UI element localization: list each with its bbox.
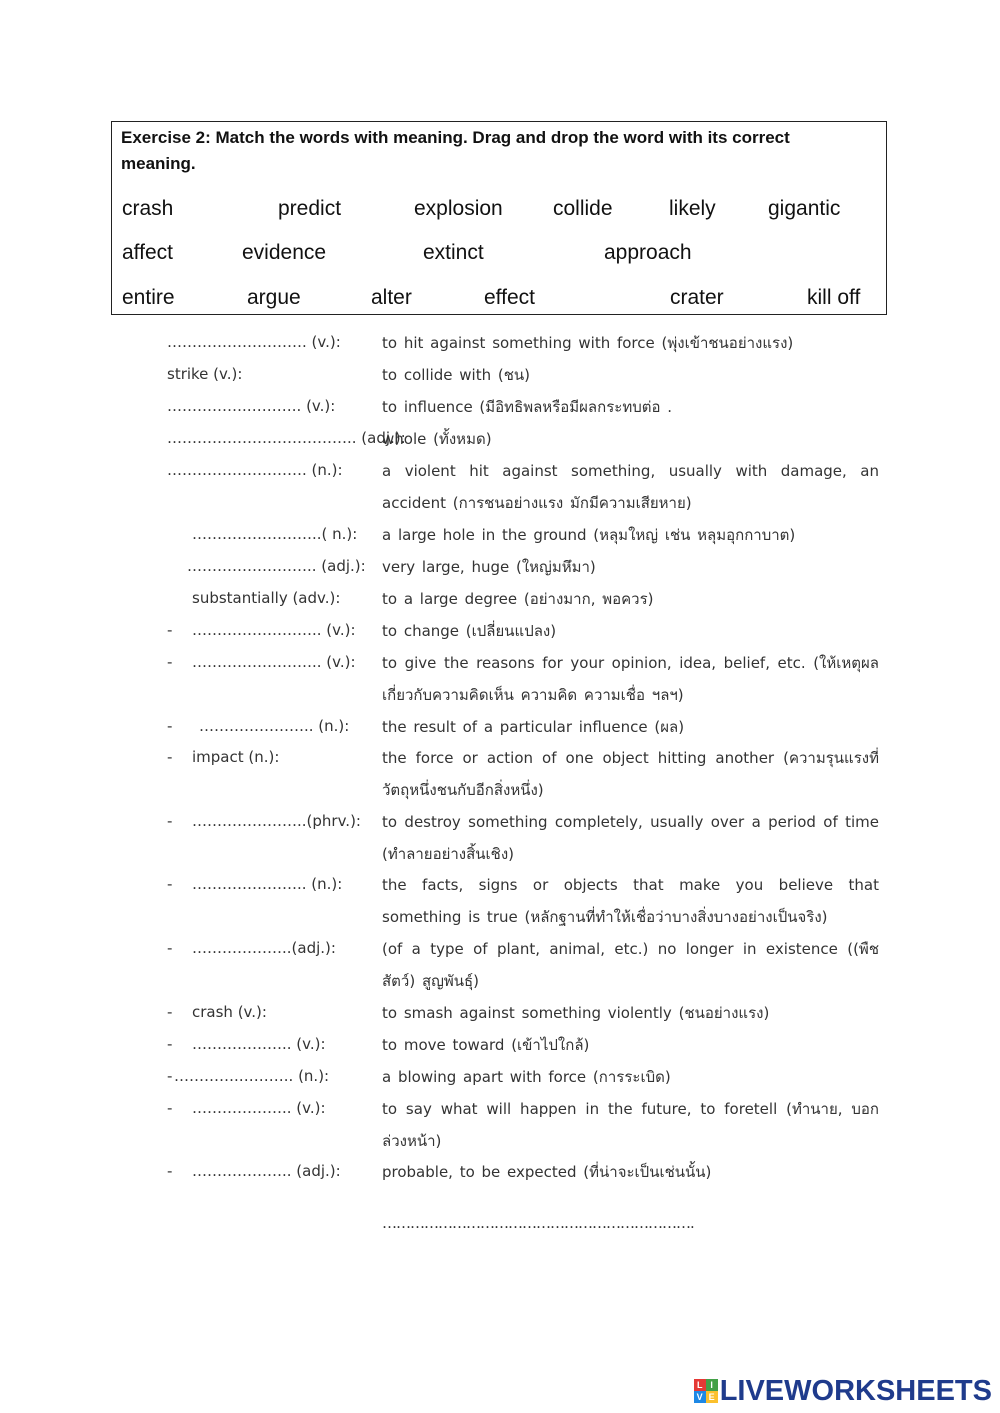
- definition-row: [0, 1061, 1000, 1091]
- brand-mark-icon: [694, 1379, 718, 1403]
- row-definition: the result of a particular influence (ผล): [382, 718, 685, 736]
- definition-row: [0, 327, 1000, 357]
- row-term: strike (v.):: [167, 365, 243, 383]
- drop-target[interactable]: ……………….. (v.):: [192, 1035, 326, 1053]
- definition-row: [0, 551, 1000, 581]
- row-dash: -: [167, 1067, 173, 1085]
- row-dash: -: [167, 748, 173, 766]
- drop-target[interactable]: ………………………. (n.):: [167, 461, 343, 479]
- row-dash: -: [167, 1003, 173, 1021]
- word-crash[interactable]: crash: [122, 197, 174, 220]
- row-definition: to a large degree (อย่างมาก, พอควร): [382, 590, 654, 608]
- row-definition: to say what will happen in the future, to foretell (ทำนาย, บอกล่วงหน้า): [382, 1100, 879, 1150]
- word-predict[interactable]: predict: [278, 197, 342, 220]
- word-gigantic[interactable]: gigantic: [768, 197, 841, 220]
- row-term: crash (v.):: [192, 1003, 267, 1021]
- word-crater[interactable]: crater: [670, 286, 724, 309]
- word-explosion[interactable]: explosion: [414, 197, 503, 220]
- drop-target[interactable]: …………………….. (v.):: [192, 621, 356, 639]
- word-effect[interactable]: effect: [484, 286, 535, 309]
- row-definition: a large hole in the ground (หลุมใหญ่ เช่น หลุมอุกกาบาต): [382, 526, 796, 544]
- row-definition: very large, huge (ใหญ่มหึมา): [382, 558, 596, 576]
- word-alter[interactable]: alter: [371, 286, 412, 309]
- drop-target[interactable]: ………………….. (n.):: [199, 717, 350, 735]
- brand-mark-letter: L: [694, 1379, 706, 1391]
- drop-target[interactable]: ……………………..( n.):: [192, 525, 358, 543]
- row-dash: -: [167, 717, 173, 735]
- row-definition: to move toward (เข้าไปใกล้): [382, 1036, 590, 1054]
- definition-row: [0, 997, 1000, 1027]
- row-dash: -: [167, 1099, 173, 1117]
- definition-row: [0, 869, 1000, 926]
- definition-row: [0, 1156, 1000, 1186]
- row-dash: -: [167, 1035, 173, 1053]
- word-approach[interactable]: approach: [604, 241, 692, 264]
- row-definition: a blowing apart with force (การระเบิด): [382, 1068, 671, 1086]
- row-definition: to give the reasons for your opinion, idea, belief, etc. (ให้เหตุผลเกี่ยวกับความคิดเห็น ความคิด ความเชื่อ ฯลฯ): [382, 654, 879, 704]
- word-argue[interactable]: argue: [247, 286, 301, 309]
- definition-row: [0, 806, 1000, 863]
- drop-target[interactable]: …………………..(phrv.):: [192, 812, 361, 830]
- row-definition: to influence (มีอิทธิพลหรือมีผลกระทบต่อ .: [382, 398, 673, 416]
- definition-row: [0, 742, 1000, 799]
- row-dash: -: [167, 812, 173, 830]
- definition-row: [0, 359, 1000, 389]
- drop-target[interactable]: …………………….. (adj.):: [187, 557, 366, 575]
- word-extinct[interactable]: extinct: [423, 241, 484, 264]
- row-dash: -: [167, 1162, 173, 1180]
- row-definition: a violent hit against something, usually with damage, an accident (การชนอย่างแรง มักมีความเสียหาย): [382, 462, 879, 512]
- row-dash: -: [167, 653, 173, 671]
- definition-row: [0, 1093, 1000, 1150]
- brand-mark-letter: E: [706, 1391, 718, 1403]
- drop-target[interactable]: …………….……….. (v.):: [167, 397, 336, 415]
- definition-row: [0, 423, 1000, 453]
- row-dash: -: [167, 939, 173, 957]
- row-definition: the force or action of one object hitting another (ความรุนแรงที่วัตถุหนึ่งชนกับอีกสิ่งหนึ่ง): [382, 749, 879, 799]
- row-definition: to smash against something violently (ชนอย่างแรง): [382, 1004, 770, 1022]
- drop-target[interactable]: ………………………. (v.):: [167, 333, 341, 351]
- row-term: substantially (adv.):: [192, 589, 341, 607]
- drop-target[interactable]: ……………….. (v.):: [192, 1099, 326, 1117]
- definition-row: [0, 519, 1000, 549]
- row-definition: probable, to be expected (ที่น่าจะเป็นเช่นนั้น): [382, 1163, 712, 1181]
- brand-name: LIVEWORKSHEETS: [719, 1374, 992, 1407]
- drop-target[interactable]: ……………….. (adj.):: [192, 1162, 341, 1180]
- word-kill-off[interactable]: kill off: [807, 286, 861, 309]
- row-definition: to collide with (ชน): [382, 366, 531, 384]
- row-definition: to destroy something completely, usually over a period of time (ทำลายอย่างสิ้นเชิง): [382, 813, 879, 863]
- word-affect[interactable]: affect: [122, 241, 173, 264]
- definition-row: [0, 391, 1000, 421]
- row-term: impact (n.):: [192, 748, 280, 766]
- word-likely[interactable]: likely: [669, 197, 716, 220]
- word-collide[interactable]: collide: [553, 197, 613, 220]
- definition-row: [0, 583, 1000, 613]
- trailing-blank[interactable]: ………………………………………………………….: [382, 1214, 694, 1232]
- row-definition: to hit against something with force (พุ่งเข้าชนอย่างแรง): [382, 334, 794, 352]
- definition-row: [0, 615, 1000, 645]
- drop-target[interactable]: ………….……….. (n.):: [174, 1067, 330, 1085]
- definition-row: [0, 647, 1000, 704]
- row-definition: whole (ทั้งหมด): [382, 430, 492, 448]
- row-definition: the facts, signs or objects that make you believe that something is true (หลักฐานที่ทำให้เชื่อว่าบางสิ่งบางอย่างเป็นจริง): [382, 876, 879, 926]
- definition-row: [0, 455, 1000, 512]
- drop-target[interactable]: ………………..(adj.):: [192, 939, 336, 957]
- row-dash: -: [167, 875, 173, 893]
- drop-target[interactable]: …………………….. (v.):: [192, 653, 356, 671]
- row-definition: to change (เปลี่ยนแปลง): [382, 622, 557, 640]
- exercise-box: [111, 121, 887, 315]
- word-evidence[interactable]: evidence: [242, 241, 327, 264]
- drop-target[interactable]: ……………………………….. (adj.):: [167, 429, 406, 447]
- definition-row: [0, 933, 1000, 990]
- row-definition: (of a type of plant, animal, etc.) no longer in existence ((พืช สัตว์) สูญพันธุ์): [382, 940, 879, 990]
- definition-row: [0, 1029, 1000, 1059]
- definition-row: [0, 711, 1000, 741]
- word-entire[interactable]: entire: [122, 286, 175, 309]
- row-dash: -: [167, 621, 173, 639]
- brand-mark-letter: I: [706, 1379, 718, 1391]
- liveworksheets-logo: [694, 1374, 992, 1408]
- brand-mark-letter: V: [694, 1391, 706, 1403]
- exercise-title: Exercise 2: Match the words with meaning. Drag and drop the word with its correct meaning.: [121, 128, 790, 173]
- drop-target[interactable]: ………………….. (n.):: [192, 875, 343, 893]
